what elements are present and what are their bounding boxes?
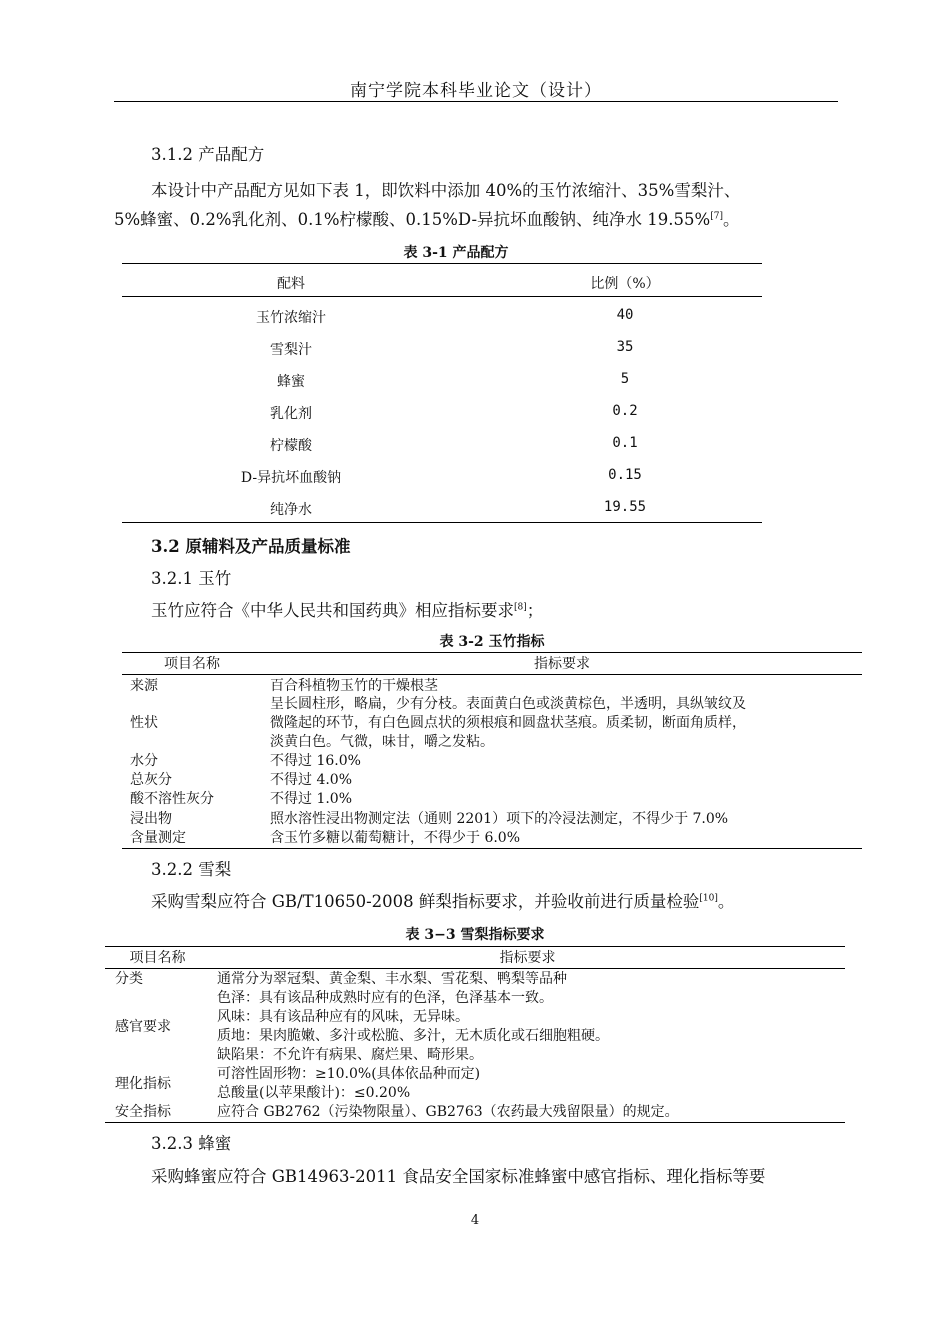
table-cell: 酸不溶性灰分	[130, 791, 214, 807]
table-cell: 质地：果肉脆嫩、多汁或松脆、多汁，无木质化或石细胞粗硬。	[217, 1028, 609, 1044]
table-cell: 通常分为翠冠梨、黄金梨、丰水梨、雪花梨、鸭梨等品种	[217, 971, 567, 987]
table-header-cell: 指标要求	[499, 950, 556, 966]
table-cell: 总酸量(以苹果酸计)：≤0.20%	[217, 1085, 411, 1101]
section-heading-3-2: 3.2 原辅料及产品质量标准	[151, 537, 351, 556]
page-header: 南宁学院本科毕业论文（设计）	[350, 81, 602, 101]
table-cell: 40	[616, 307, 634, 323]
table-cell: 0.1	[612, 435, 638, 451]
table-cell: 微隆起的环节，有白色圆点状的须根痕和圆盘状茎痕。质柔韧，断面角质样，	[270, 715, 746, 731]
paragraph-line	[151, 888, 734, 912]
table-cell: 感官要求	[115, 1019, 171, 1035]
table-cell: 呈长圆柱形，略扁，少有分枝。表面黄白色或淡黄棕色，半透明，具纵皱纹及	[270, 696, 746, 712]
paragraph-line: 采购蜂蜜应符合 GB14963-2011 食品安全国家标准蜂蜜中感官指标、理化指标等要	[151, 1167, 766, 1186]
table-cell: 19.55	[603, 499, 647, 515]
table-cell: 蜂蜜	[277, 374, 305, 390]
table-cell: 不得过 1.0%	[270, 791, 353, 807]
table-cell: 不得过 16.0%	[270, 753, 361, 769]
header-rule	[114, 101, 838, 102]
table-header-cell: 项目名称	[164, 656, 220, 672]
table-cell: 含玉竹多糖以葡萄糖计，不得少于 6.0%	[270, 830, 521, 846]
table-header-cell: 项目名称	[129, 950, 186, 966]
table-header-rule	[122, 674, 862, 675]
section-heading-3-1-2: 3.1.2 产品配方	[151, 145, 265, 164]
paragraph-text: 5%蜂蜜、0.2%乳化剂、0.1%柠檬酸、0.15%D-异抗坏血酸钠、纯净水 19.55%	[114, 210, 711, 229]
table-cell: 应符合 GB2762（污染物限量）、GB2763（农药最大残留限量）的规定。	[217, 1104, 679, 1120]
table-cell: 来源	[130, 678, 158, 694]
table-cell: D-异抗坏血酸钠	[240, 470, 342, 486]
paragraph-end: ；	[526, 601, 544, 620]
section-heading-3-2-2: 3.2.2 雪梨	[151, 860, 232, 879]
paragraph-line	[114, 206, 739, 230]
table-cell: 色泽：具有该品种成熟时应有的色泽，色泽基本一致。	[217, 990, 553, 1006]
table-cell: 0.15	[608, 467, 642, 483]
paragraph-text: 采购雪梨应符合 GB/T10650-2008 鲜梨指标要求，并验收前进行质量检验	[151, 892, 700, 911]
citation-ref: [8]	[514, 602, 527, 613]
table-header-cell: 配料	[277, 276, 305, 292]
table-cell: 总灰分	[130, 772, 172, 788]
table-caption: 表 3−3 雪梨指标要求	[405, 927, 545, 943]
paragraph-end: 。	[717, 892, 735, 911]
paragraph-line	[151, 597, 543, 621]
table-cell: 不得过 4.0%	[270, 772, 353, 788]
table-header-rule	[105, 968, 845, 969]
table-cell: 可溶性固形物：≥10.0%(具体依品种而定)	[217, 1066, 481, 1082]
citation-ref: [7]	[710, 211, 723, 222]
table-header-rule	[122, 296, 762, 297]
table-top-rule	[122, 652, 862, 653]
section-heading-3-2-1: 3.2.1 玉竹	[151, 569, 232, 588]
table-cell: 理化指标	[115, 1076, 171, 1092]
table-cell: 浸出物	[130, 811, 172, 827]
citation-ref: [10]	[699, 893, 718, 904]
page-number: 4	[470, 1213, 480, 1228]
table-caption: 表 3-2 玉竹指标	[439, 634, 545, 650]
table-cell: 水分	[130, 753, 158, 769]
table-bottom-rule	[122, 522, 762, 523]
table-cell: 性状	[130, 715, 158, 731]
table-cell: 含量测定	[130, 830, 186, 846]
table-cell: 缺陷果：不允许有病果、腐烂果、畸形果。	[217, 1047, 483, 1063]
table-cell: 乳化剂	[270, 406, 312, 422]
table-cell: 雪梨汁	[270, 342, 312, 358]
table-bottom-rule	[105, 1122, 845, 1123]
table-cell: 0.2	[612, 403, 638, 419]
table-cell: 照水溶性浸出物测定法（通则 2201）项下的冷浸法测定，不得少于 7.0%	[270, 811, 729, 827]
table-cell: 淡黄白色。气微，味甘，嚼之发粘。	[270, 734, 494, 750]
paragraph-text: 玉竹应符合《中华人民共和国药典》相应指标要求	[151, 601, 514, 620]
table-cell: 风味：具有该品种应有的风味，无异味。	[217, 1009, 469, 1025]
table-top-rule	[105, 946, 845, 947]
table-caption: 表 3-1 产品配方	[403, 245, 509, 261]
table-cell: 玉竹浓缩汁	[256, 310, 326, 326]
table-cell: 分类	[115, 971, 143, 987]
table-header-cell: 指标要求	[534, 656, 590, 672]
table-cell: 35	[616, 339, 634, 355]
table-cell: 柠檬酸	[270, 438, 312, 454]
table-top-rule	[122, 263, 762, 264]
section-heading-3-2-3: 3.2.3 蜂蜜	[151, 1134, 232, 1153]
paragraph-end: 。	[722, 210, 740, 229]
table-cell: 安全指标	[115, 1104, 171, 1120]
table-cell: 百合科植物玉竹的干燥根茎	[270, 678, 438, 694]
table-bottom-rule	[122, 848, 862, 849]
table-header-cell: 比例（%）	[590, 276, 660, 292]
table-cell: 5	[620, 371, 630, 387]
table-cell: 纯净水	[270, 502, 312, 518]
paragraph-line: 本设计中产品配方见如下表 1，即饮料中添加 40%的玉竹浓缩汁、35%雪梨汁、	[151, 181, 741, 200]
